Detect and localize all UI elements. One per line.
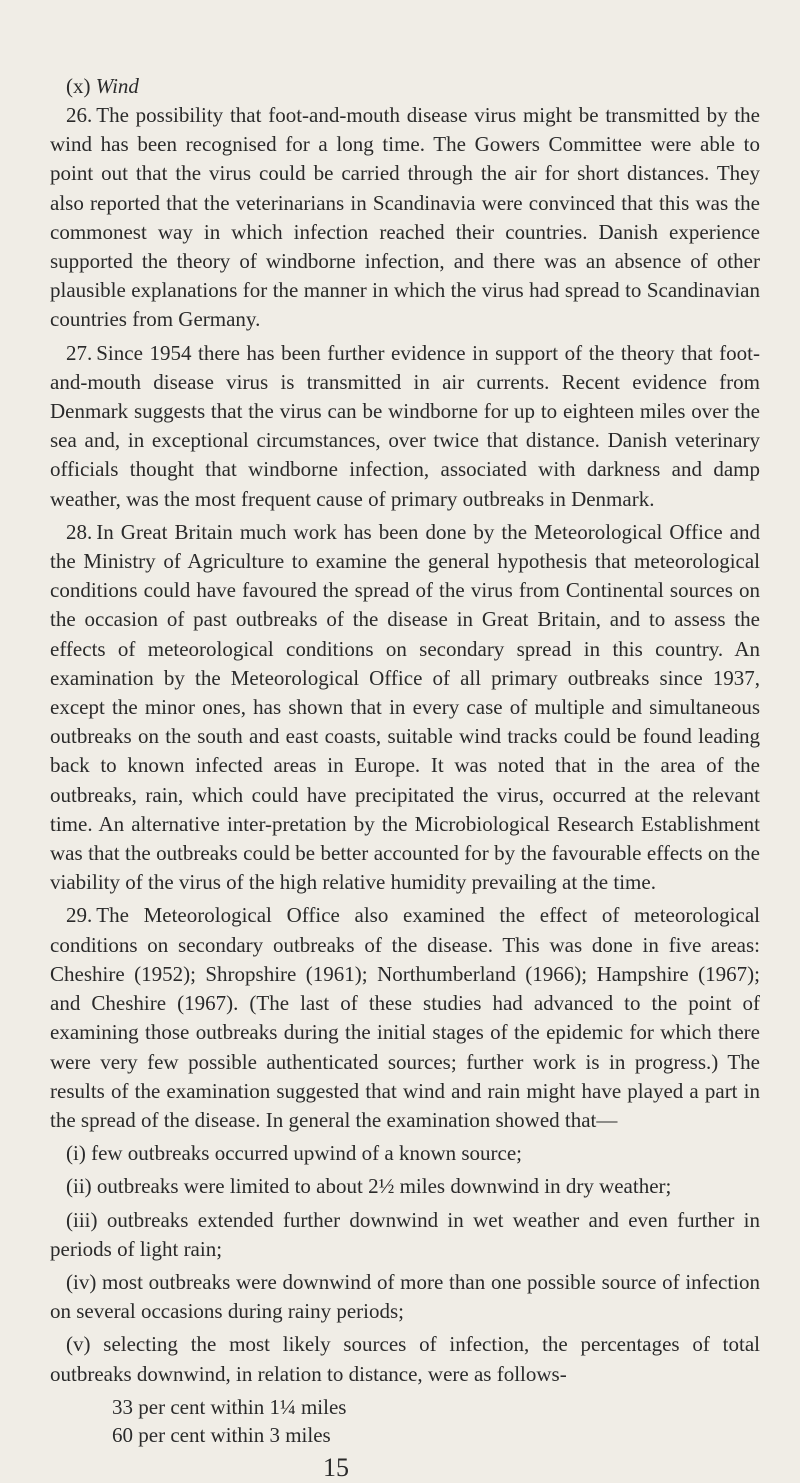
paragraph-26 [50, 101, 760, 335]
paragraph-number: 26. [66, 103, 93, 127]
paragraph-text: Since 1954 there has been further evidence in support of the theory that foot-and-mouth disease virus is transmitted in air currents. Recent evidence from Denmark suggests that the virus can be windborne for up to eighteen miles over the sea and, in exceptional circumstances, over twice that distance. Danish veterinary officials thought that windborne infection, associated with darkness and damp weather, was the most frequent cause of primary outbreaks in Denmark. [50, 340, 760, 511]
paragraph-text: In Great Britain much work has been done by the Meteorological Office and the Ministry of Agriculture to examine the general hypothesis that meteorological conditions could have favoured the spread of the virus from Continental sources on the occasion of past outbreaks of the disease in Great Britain, and to assess the effects of meteorological conditions on secondary spread in this country. An examination by the Meteorological Office of all primary outbreaks since 1937, except the minor ones, has shown that in every case of multiple and simultaneous outbreaks on the south and east coasts, suitable wind tracks could be found leading back to known infected areas in Europe. It was noted that in the area of the outbreaks, rain, which could have precipitated the virus, occurred at the relevant time. An alternative inter-pretation by the Microbiological Research Establishment was that the outbreaks could be better accounted for by the favourable effects on the viability of the virus of the high relative humidity prevailing at the time. [50, 519, 760, 895]
figure-line: 33 per cent within 1¼ miles [112, 1394, 347, 1419]
findings-list [50, 1139, 760, 1389]
section-heading-label: (x) [66, 74, 91, 98]
section-heading-title: Wind [95, 74, 139, 98]
page-number: 15 [323, 1452, 349, 1482]
paragraph-number: 29. [66, 903, 93, 928]
list-item: (ii) outbreaks were limited to about 2½ miles downwind in dry weather; [66, 1174, 672, 1199]
paragraph-27 [50, 339, 760, 514]
list-item: (v) selecting the most likely sources of infection, the percentages of total outbreaks downwind, in relation to distance, were as follows- [50, 1332, 760, 1386]
paragraph-text: The Meteorological Office also examined the effect of meteorological conditions on secondary outbreaks of the disease. This was done in five areas: Cheshire (1952); Shropshire (1961); Northumberland (1966); Hampshire (1967); and Cheshire (1967). (The last of these studies had advanced to the point of examining those outbreaks during the initial stages of the epidemic for which there were very few possible authenticated sources; further work is in progress.) The results of the examination suggested that wind and rain might have played a part in the spread of the disease. In general the examination showed that— [50, 903, 760, 1132]
paragraph-number: 28. [66, 519, 93, 544]
figure-line: 60 per cent within 3 miles [112, 1422, 331, 1447]
list-item: (i) few outbreaks occurred upwind of a known source; [66, 1141, 523, 1166]
paragraph-29 [50, 901, 760, 1135]
paragraph-text: The possibility that foot-and-mouth disease virus might be transmitted by the wind has been recognised for a long time. The Gowers Committee were able to point out that the virus could be carried through the air for short distances. They also reported that the veterinarians in Scandinavia were convinced that this was the commonest way in which infection reached their countries. Danish experience supported the theory of windborne infection, and there was an absence of other plausible explanations for the manner in which the virus had spread to Scandinavian countries from Germany. [50, 103, 760, 332]
paragraph-28 [50, 518, 760, 898]
list-item: (iii) outbreaks extended further downwind in wet weather and even further in periods of light rain; [50, 1207, 760, 1261]
list-item: (iv) most outbreaks were downwind of more than one possible source of infection on several occasions during rainy periods; [50, 1269, 760, 1324]
paragraph-number: 27. [66, 340, 93, 365]
distance-figures [112, 1393, 760, 1449]
section-heading [66, 72, 760, 101]
